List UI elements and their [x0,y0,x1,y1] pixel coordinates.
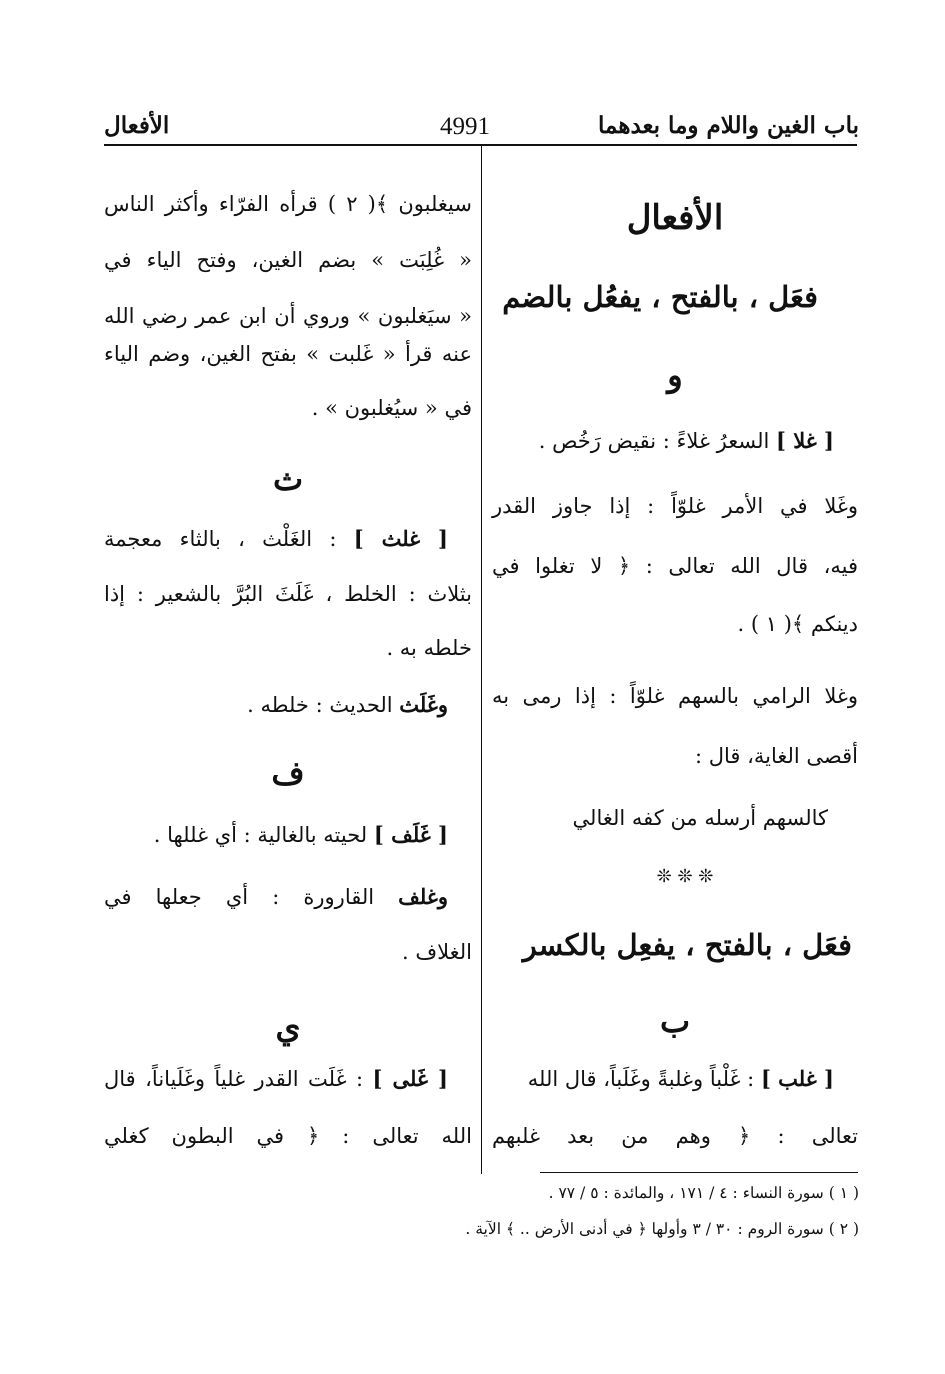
entry-text: : غَلْباً وغلبةً وغَلَباً، قال الله [527,1067,761,1091]
continuation-line-4: عنه قرأ « غَلبت » بفتح الغين، وضم الياء [104,342,472,366]
entry-ghalth-line-1 [104,526,448,552]
ghalath-hadith [247,692,448,718]
letter-heading-tha: ث [272,460,304,498]
entry-text: : غَلَت القدر غلياً وغَلَياناً، قال [104,1067,373,1091]
pattern-heading-kasr: فعَل ، بالفتح ، يفعِل بالكسر [522,928,852,962]
letter-heading-waw: و [667,356,683,394]
entry-head: وغَلَث [399,692,448,717]
ghalaf-qarura-line-2: الغلاف . [401,940,472,964]
entry-ghalaf [154,822,448,848]
continuation-line-1: سيغلبون ﴾( ٢ ) قرأه الفرّاء وأكثر الناس [104,192,472,216]
letter-heading-fa: ف [271,754,305,792]
pattern-heading-damm: فعَل ، بالفتح ، يفعُل بالضم [502,280,818,314]
entry-head: [ غلث ] [353,526,448,551]
continuation-line-3: « سيَغلبون » وروي أن ابن عمر رضي الله [104,304,472,328]
footnote-1: ( ١ ) سورة النساء : ٤ / ١٧١ ، والمائدة : ٥ / ٧٧ . [548,1184,859,1202]
entry-ghala-y-line-1 [104,1066,448,1092]
entry-ghalab-line-2: تعالى : ﴿ وهم من بعد غلبهم [492,1124,858,1148]
ghala-rami-line-2: أقصى الغاية، قال : [694,744,858,768]
ghala-amr-line-2: فيه، قال الله تعالى : ﴿ لا تغلوا في [492,554,858,578]
section-separator: ❊ ❊ ❊ [656,866,714,887]
poetry-verse: كالسهم أرسله من كفه الغالي [572,806,828,830]
entry-ghala-y-line-2: الله تعالى : ﴿ في البطون كغلي [104,1124,472,1148]
entry-head: وغلف [398,884,448,909]
entry-text: لحيته بالغالية : أي غللها . [153,823,374,847]
letter-heading-ya: ي [275,1008,301,1046]
entry-ghalth-line-3: خلطه به . [386,636,472,660]
heading-afal: الأفعال [626,198,724,238]
footnote-rule [540,1172,858,1173]
column-divider [481,146,482,1174]
entry-text: القارورة : أي جعلها في [104,885,399,909]
entry-head: [ غلب ] [760,1066,834,1091]
entry-ghalab-line-1 [528,1066,834,1092]
entry-text: السعرُ غلاءً : نقيض رَخُص . [538,429,776,453]
entry-text: : الغَلْث ، بالثاء معجمة [104,527,354,551]
entry-head: [ غلا ] [775,428,834,453]
entry-text: الحديث : خلطه . [247,693,400,717]
entry-head: [ غَلى ] [372,1066,448,1091]
letter-heading-ba: ب [659,1002,691,1040]
ghala-amr-line-1: وغَلا في الأمر غلوّاً : إذا جاوز القدر [492,494,858,518]
ghalaf-qarura-line-1 [104,884,448,910]
page-number: 4991 [440,113,490,140]
entry-ghala [539,428,834,454]
entry-head: [ غَلَف ] [373,822,448,847]
ghala-amr-line-3: دينكم ﴾( ١ ) . [737,612,858,636]
chapter-title: باب الغين واللام وما بعدهما [598,112,859,139]
ghala-rami-line-1: وغلا الرامي بالسهم غلوّاً : إذا رمى به [492,684,858,708]
footnote-2: ( ٢ ) سورة الروم : ٣٠ / ٣ وأولها ﴿ في أدنى الأرض .. ﴾ الآية . [465,1220,859,1238]
continuation-line-5: في « سيُغلبون » . [311,396,472,420]
entry-ghalth-line-2: بثلاث : الخلط ، غَلَثَ البُرَّ بالشعير : إذا [104,582,472,606]
continuation-line-2: « غُلِبَت » بضم الغين، وفتح الياء في [104,248,472,272]
section-title: الأفعال [104,112,170,139]
